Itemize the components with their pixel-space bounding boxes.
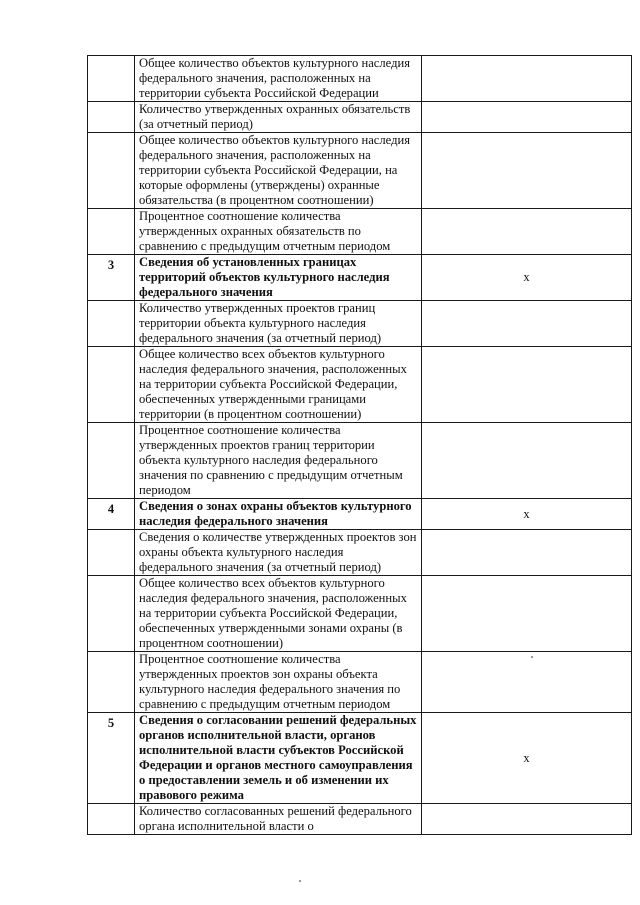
row-number xyxy=(88,576,135,652)
row-description: Процентное соотношение количества утвержденных проектов границ территории объекта культурного наследия федерального значения по сравнению с предыдущим отчетным периодом xyxy=(135,423,422,499)
row-value xyxy=(422,530,632,576)
row-value: х xyxy=(422,713,632,804)
row-value: х xyxy=(422,499,632,530)
row-description: Общее количество всех объектов культурного наследия федерального значения, расположенных на территории субъекта Российской Федерации, обеспеченных утвержденными границами территории (в процентном соотношении) xyxy=(135,347,422,423)
row-number xyxy=(88,133,135,209)
row-value xyxy=(422,804,632,835)
row-number xyxy=(88,530,135,576)
section-heading: Сведения о зонах охраны объектов культурного наследия федерального значения xyxy=(135,499,422,530)
row-number xyxy=(88,102,135,133)
row-number xyxy=(88,347,135,423)
row-value xyxy=(422,102,632,133)
row-value xyxy=(422,347,632,423)
table-row xyxy=(88,652,632,713)
row-description: Общее количество всех объектов культурного наследия федерального значения, расположенных на территории субъекта Российской Федерации, обеспеченных утвержденными зонами охраны (в процентном соотношении) xyxy=(135,576,422,652)
row-number: 3 xyxy=(88,255,135,301)
report-table xyxy=(87,55,632,835)
row-number xyxy=(88,301,135,347)
row-description: Общее количество объектов культурного наследия федерального значения, расположенных на территории субъекта Российской Федерации, на которые оформлены (утверждены) охранные обязательства (в процентном соотношении) xyxy=(135,133,422,209)
row-value xyxy=(422,56,632,102)
scan-speck xyxy=(299,880,301,882)
row-value xyxy=(422,652,632,713)
row-number: 5 xyxy=(88,713,135,804)
row-number xyxy=(88,804,135,835)
table-row xyxy=(88,499,632,530)
row-number xyxy=(88,652,135,713)
row-value xyxy=(422,576,632,652)
row-description: Общее количество объектов культурного наследия федерального значения, расположенных на территории субъекта Российской Федерации xyxy=(135,56,422,102)
table-row xyxy=(88,102,632,133)
table-row xyxy=(88,56,632,102)
row-value xyxy=(422,133,632,209)
table-row xyxy=(88,133,632,209)
table-row xyxy=(88,713,632,804)
row-value xyxy=(422,423,632,499)
table-row xyxy=(88,423,632,499)
table-row xyxy=(88,301,632,347)
table-row xyxy=(88,347,632,423)
section-heading: Сведения о согласовании решений федеральных органов исполнительной власти, органов исполнительной власти субъектов Российской Федерации и органов местного самоуправления о предоставлении земель и об изменении их правового режима xyxy=(135,713,422,804)
section-heading: Сведения об установленных границах территорий объектов культурного наследия федерального значения xyxy=(135,255,422,301)
table-row xyxy=(88,576,632,652)
row-number: 4 xyxy=(88,499,135,530)
row-description: Количество утвержденных охранных обязательств (за отчетный период) xyxy=(135,102,422,133)
row-value xyxy=(422,209,632,255)
row-value: х xyxy=(422,255,632,301)
row-description: Процентное соотношение количества утвержденных проектов зон охраны объекта культурного наследия федерального значения по сравнению с предыдущим отчетным периодом xyxy=(135,652,422,713)
row-number xyxy=(88,423,135,499)
scan-speck xyxy=(531,656,533,658)
row-description: Сведения о количестве утвержденных проектов зон охраны объекта культурного наследия федерального значения (за отчетный период) xyxy=(135,530,422,576)
row-description: Процентное соотношение количества утвержденных охранных обязательств по сравнению с предыдущим отчетным периодом xyxy=(135,209,422,255)
table-row xyxy=(88,255,632,301)
row-value xyxy=(422,301,632,347)
row-number xyxy=(88,56,135,102)
table-row xyxy=(88,209,632,255)
row-number xyxy=(88,209,135,255)
row-description: Количество согласованных решений федерального органа исполнительной власти о xyxy=(135,804,422,835)
table-row xyxy=(88,530,632,576)
table-row xyxy=(88,804,632,835)
row-description: Количество утвержденных проектов границ территории объекта культурного наследия федерального значения (за отчетный период) xyxy=(135,301,422,347)
